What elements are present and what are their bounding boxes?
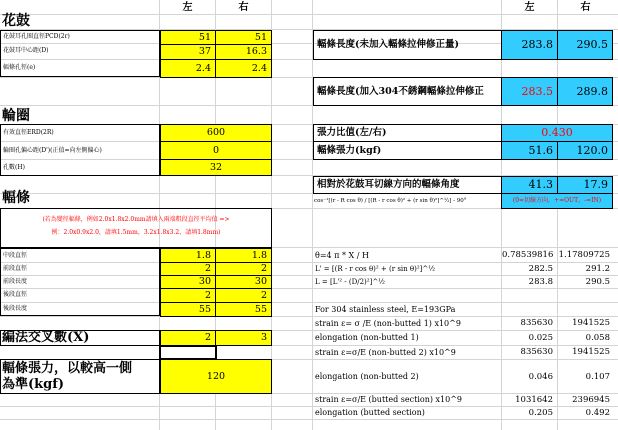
- spoke-front-diameter-label: 前段直徑: [3, 265, 28, 272]
- calc-strain1-label: strain ε= σ /E (non-butted 1) x10^9: [315, 319, 461, 328]
- hub-hole-right-input[interactable]: 2.4: [215, 59, 272, 78]
- spoke-length-right-output: 290.5: [557, 30, 613, 60]
- rim-holes-input[interactable]: 32: [160, 159, 272, 176]
- calc-l-left: 283.8: [528, 277, 553, 287]
- spoke-rear-diameter-left-input[interactable]: 2: [160, 288, 216, 303]
- rim-section-title: 輪圈: [2, 108, 30, 124]
- calc-lprime-left: 282.5: [528, 264, 553, 274]
- calc-strain3-right: 2396945: [572, 395, 610, 405]
- calc-strain2-label: strain ε=σ/E (non-butted 2) x10^9: [315, 348, 456, 357]
- rim-offset-input[interactable]: 0: [160, 141, 272, 160]
- angle-direction-note: (0=切線方向，+=OUT，-=IN): [501, 193, 613, 209]
- hub-pcd-label: 花鼓耳孔圈直徑PCD(2r): [3, 33, 70, 40]
- calc-l-right: 290.5: [585, 277, 610, 287]
- tension-ratio-label: 張力比值(左/右): [317, 127, 387, 138]
- calc-theta-label: θ=4 π * X / H: [315, 251, 369, 260]
- active-cell-cursor[interactable]: [159, 345, 217, 360]
- cross-label: 編法交叉數(X): [2, 330, 90, 345]
- spoke-front-length-label: 前段長度: [3, 278, 28, 285]
- spoke-mid-diameter-label: 中段直徑: [3, 252, 28, 259]
- tension-input[interactable]: 120: [160, 359, 272, 394]
- calc-strain1-right: 1941525: [572, 318, 610, 328]
- calc-elong2-label: elongation (non-butted 2): [315, 372, 419, 381]
- spoke-front-diameter-right-input[interactable]: 2: [215, 262, 272, 276]
- tension-input-label-line1: 輻條張力，以較高一側: [2, 361, 133, 376]
- calc-elong3-right: 0.492: [585, 408, 610, 418]
- spoke-rear-length-left-input[interactable]: 55: [160, 302, 216, 317]
- calc-elong1-label: elongation (non-butted 1): [315, 333, 419, 342]
- tension-input-label-line2: 為準(kgf): [2, 377, 64, 392]
- calc-lprime-label: L' = [(R - r cos θ)² + (r sin θ)²]^½: [315, 265, 436, 273]
- calc-strain2-left: 835630: [520, 347, 553, 357]
- calc-l-label: L = [L'² - (D/2)²]^½: [315, 278, 385, 286]
- spoke-front-length-left-input[interactable]: 30: [160, 275, 216, 289]
- spoke-rear-length-label: 後段長度: [3, 305, 28, 312]
- rim-offset-label: 輪圈孔偏心距(D')(正值=向左側偏心): [3, 147, 102, 154]
- calc-strain3-left: 1031642: [515, 395, 553, 405]
- spoke-length-304-left-output: 283.5: [501, 77, 558, 106]
- cross-left-input[interactable]: 2: [160, 330, 216, 346]
- calc-elong1-left: 0.025: [528, 333, 553, 343]
- rim-erd-label: 有效直徑ERD(2R): [3, 129, 54, 136]
- spoke-mid-diameter-left-input[interactable]: 1.8: [160, 248, 216, 263]
- spoke-section-title: 輻條: [2, 190, 30, 206]
- spoke-front-length-right-input[interactable]: 30: [215, 275, 272, 289]
- calc-theta-left: 0.78539816: [502, 250, 554, 260]
- header-left: 左: [182, 2, 193, 13]
- header-left-2: 左: [524, 2, 535, 13]
- angle-left-output: 41.3: [501, 176, 558, 194]
- calc-elong2-left: 0.046: [528, 372, 553, 382]
- rim-holes-label: 孔數(H): [3, 164, 25, 171]
- rim-erd-input[interactable]: 600: [160, 124, 272, 142]
- calc-elong3-left: 0.205: [528, 408, 553, 418]
- header-right-2: 右: [580, 2, 591, 13]
- angle-label: 相對於花鼓耳切線方向的輻條角度: [317, 179, 460, 190]
- spoke-tension-label: 輻條張力(kgf): [317, 145, 382, 156]
- hub-section-title: 花鼓: [2, 13, 30, 29]
- spoke-length-304-label: 輻條長度(加入304不銹鋼輻條拉伸修正: [317, 86, 484, 97]
- spoke-front-diameter-left-input[interactable]: 2: [160, 262, 216, 276]
- header-right: 右: [238, 2, 249, 13]
- calc-strain3-label: strain ε=σ/E (butted section) x10^9: [315, 395, 462, 404]
- calc-strain1-left: 835630: [520, 318, 553, 328]
- calc-elong1-right: 0.058: [585, 333, 610, 343]
- spoke-note-line2: 例：2.0x0.9x2.0，請填1.5mm，3.2x1.8x3.2，請填1.8mm): [51, 229, 221, 236]
- spoke-rear-diameter-label: 後段直徑: [3, 291, 28, 298]
- spoke-tension-right-output: 120.0: [557, 141, 613, 160]
- hub-pcd-left-input[interactable]: 51: [160, 30, 216, 45]
- hub-flange-left-input[interactable]: 37: [160, 44, 216, 60]
- calc-elong3-label: elongation (butted section): [315, 408, 425, 417]
- hub-flange-right-input[interactable]: 16.3: [215, 44, 272, 60]
- spoke-length-left-output: 283.8: [501, 30, 558, 60]
- hub-flange-distance-label: 花鼓耳中心距(D): [3, 47, 49, 54]
- cross-right-input[interactable]: 3: [215, 330, 272, 346]
- spoke-length-304-right-output: 289.8: [557, 77, 613, 106]
- calc-theta-right: 1.17809725: [558, 250, 610, 260]
- spoke-mid-diameter-right-input[interactable]: 1.8: [215, 248, 272, 263]
- spoke-length-label: 輻條長度(未加入輻條拉伸修正量): [317, 39, 459, 50]
- angle-formula: cos⁻¹[(r - R cos θ) / [(R - r cos θ)² + (r sin θ)²]^½] - 90°: [314, 198, 467, 204]
- spoke-tension-left-output: 51.6: [501, 141, 558, 160]
- calc-elong2-right: 0.107: [585, 372, 610, 382]
- angle-right-output: 17.9: [557, 176, 613, 194]
- calc-strain2-right: 1941525: [572, 347, 610, 357]
- spoke-rear-length-right-input[interactable]: 55: [215, 302, 272, 317]
- hub-pcd-right-input[interactable]: 51: [215, 30, 272, 45]
- hub-spoke-hole-label: 輻條孔徑(e): [3, 64, 36, 71]
- hub-hole-left-input[interactable]: 2.4: [160, 59, 216, 78]
- calc-material-label: For 304 stainless steel, E=193GPa: [315, 305, 456, 314]
- spoke-note-line1: (若為變徑輻條，例如2.0x1.8x2.0mm請填入兩端粗段直徑平均值 =>: [42, 216, 230, 223]
- calc-lprime-right: 291.2: [585, 264, 610, 274]
- tension-ratio-output: 0.430: [501, 124, 613, 142]
- spoke-rear-diameter-right-input[interactable]: 2: [215, 288, 272, 303]
